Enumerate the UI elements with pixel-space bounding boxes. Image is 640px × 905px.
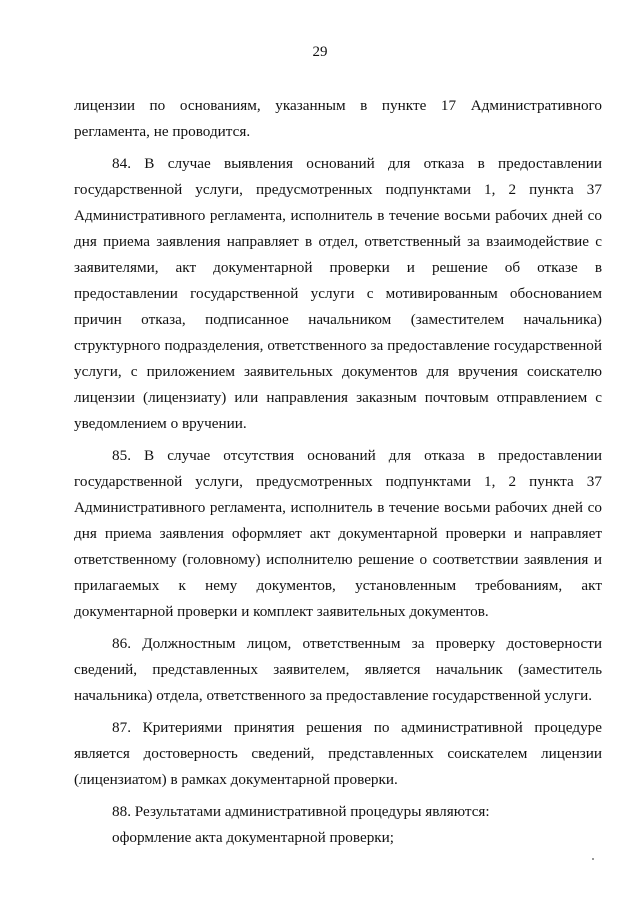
paragraph-84: 84. В случае выявления оснований для отказа в предоставлении государственной услуги, предусмотренных подпунктами 1, 2 пункта 37 Административного регламента, исполнитель в течение восьми рабочих дней со дня приема заявления направляет в отдел, ответственный за взаимодействие с заявителями, акт документарной проверки и решение об отказе в предоставлении государственной услуги с мотивированным обоснованием причин отказа, подписанное начальником (заместителем начальника) структурного подразделения, ответственного за предоставление государственной услуги, с приложением заявительных документов для вручения соискателю лицензии (лицензиату) или направления заказным почтовым отправлением с уведомлением о вручении. [74,155,602,432]
paragraph-88-item: оформление акта документарной проверки; [112,829,395,846]
document-body [74,93,602,851]
paragraph-85: 85. В случае отсутствия оснований для отказа в предоставлении государственной услуги, предусмотренных подпунктами 1, 2 пункта 37 Административного регламента, исполнитель в течение восьми рабочих дней со дня приема заявления оформляет акт документарной проверки и направляет ответственному (головному) исполнителю решение о соответствии заявления и прилагаемых к нему документов, установленным требованиям, акт документарной проверки и комплект заявительных документов. [74,447,602,620]
paragraph-86: 86. Должностным лицом, ответственным за проверку достоверности сведений, представленных заявителем, является начальник (заместитель начальника) отдела, ответственного за предоставление государственной услуги. [74,635,602,704]
scan-speck [592,858,594,860]
paragraph-continuation: лицензии по основаниям, указанным в пункте 17 Административного регламента, не проводится. [74,97,602,140]
paragraph-87: 87. Критериями принятия решения по административной процедуре является достоверность сведений, представленных соискателем лицензии (лицензиатом) в рамках документарной проверки. [74,719,602,788]
page-number: 29 [312,44,328,60]
paragraph-88: 88. Результатами административной процедуры являются: [112,803,490,820]
